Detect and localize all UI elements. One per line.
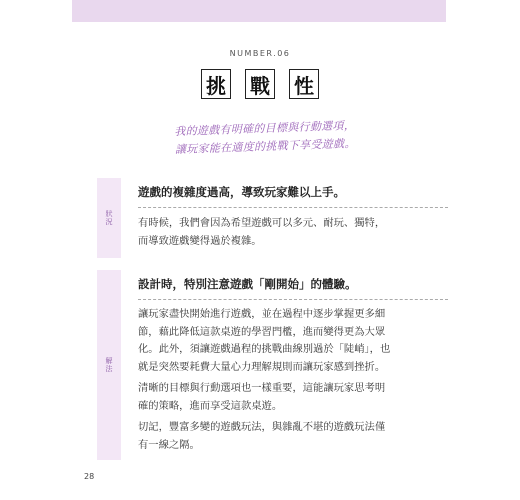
solution-label: 解法 [105,357,113,373]
body-line: 而導致遊戲變得過於複雜。 [138,234,262,247]
body-line: 清晰的目標與行動選項也一樣重要，這能讓玩家思考明 [138,382,386,394]
situation-label: 狀況 [105,210,113,226]
situation-section [97,178,457,258]
divider [138,299,448,300]
divider [138,207,448,208]
body-line: 讓玩家盡快開始進行遊戲，並在過程中逐步掌握更多細 [138,308,386,320]
body-line: 切記，豐富多變的遊戲玩法，與雜亂不堪的遊戲玩法僅 [138,421,386,433]
paragraph [138,306,438,376]
title-char: 戰 [245,69,275,99]
page-title [0,69,520,99]
top-accent-bar [72,0,446,22]
page-number: 28 [84,472,95,481]
number-label: NUMBER.06 [229,49,291,58]
solution-tab [97,270,121,460]
solution-heading: 設計時，特別注意遊戲「剛開始」的體驗。 [138,277,357,291]
handwritten-note [149,116,380,160]
body-line: 化。此外，須讓遊戲過程的挑戰曲線別過於「陡峭」，也 [138,343,391,355]
title-char: 性 [289,69,319,99]
handwritten-line: 我的遊戲有明確的目標與行動選項， [174,118,356,139]
situation-body [138,215,438,250]
body-line: 就是突然要耗費大量心力理解規則而讓玩家感到挫折。 [138,360,386,373]
body-line: 有一線之隔。 [138,438,200,451]
body-line: 有時候，我們會因為希望遊戲可以多元、耐玩、獨特， [138,217,386,229]
situation-heading: 遊戲的複雜度過高，導致玩家難以上手。 [138,185,345,199]
solution-body [138,306,438,458]
paragraph [138,380,438,415]
title-char: 挑 [201,69,231,99]
handwritten-line: 讓玩家能在適度的挑戰下享受遊戲。 [174,136,356,157]
paragraph [138,419,438,454]
solution-section [97,270,457,460]
situation-tab [97,178,121,258]
body-line: 節，藉此降低這款桌遊的學習門檻，進而變得更為大眾 [138,325,386,338]
body-line: 確的策略，進而享受這款桌遊。 [138,399,283,412]
